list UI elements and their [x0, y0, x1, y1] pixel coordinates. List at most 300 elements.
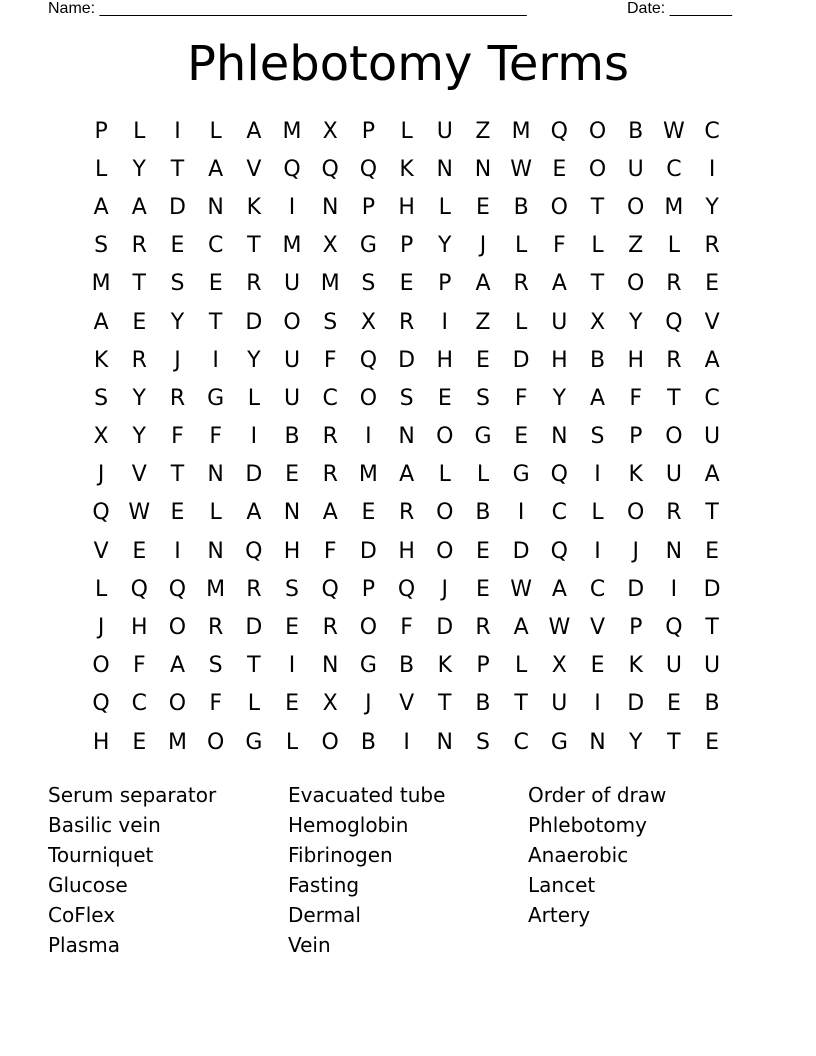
grid-letter: E [705, 729, 720, 755]
name-label: Name: ________________________________________________ [48, 0, 527, 17]
grid-letter: M [91, 271, 111, 297]
grid-letter: T [590, 194, 605, 220]
grid-letter: D [359, 538, 377, 564]
word-list [48, 780, 768, 960]
grid-letter: E [437, 385, 452, 411]
grid-letter: V [131, 462, 147, 488]
grid-letter: H [436, 347, 454, 373]
word-list-item: Vein [288, 933, 331, 957]
grid-letter: E [285, 615, 299, 641]
grid-letter: R [666, 271, 682, 297]
grid-letter: G [207, 385, 225, 411]
grid-letter: R [169, 385, 186, 411]
grid-letter: Q [168, 576, 187, 602]
grid-letter: M [206, 576, 226, 602]
grid-letter: L [94, 576, 108, 602]
grid-letter: Z [475, 309, 491, 335]
grid-letter: C [589, 576, 606, 602]
grid-letter: D [436, 615, 454, 641]
grid-letter: O [168, 615, 187, 641]
grid-letter: K [628, 462, 643, 488]
grid-letter: E [399, 271, 414, 297]
grid-letter: F [629, 385, 643, 411]
grid-letter: N [321, 653, 339, 679]
grid-letter: L [515, 309, 528, 335]
grid-letter: G [359, 233, 377, 259]
grid-letter: D [168, 194, 186, 220]
grid-letter: A [208, 156, 224, 182]
grid-letter: L [133, 118, 146, 144]
grid-letter: E [132, 538, 147, 564]
grid-letter: T [170, 156, 185, 182]
grid-letter: I [288, 194, 296, 220]
grid-letter: T [590, 271, 605, 297]
grid-letter: K [93, 347, 109, 373]
grid-letter: R [704, 233, 720, 259]
grid-letter: R [131, 347, 147, 373]
grid-letter: H [131, 615, 148, 641]
page-title: Phlebotomy Terms [186, 36, 630, 92]
grid-letter: E [476, 538, 490, 564]
grid-letter: R [398, 500, 415, 526]
grid-letter: Z [628, 233, 644, 259]
grid-letter: S [94, 385, 109, 411]
grid-letter: A [704, 347, 720, 373]
grid-letter: N [474, 156, 492, 182]
grid-letter: R [322, 462, 338, 488]
grid-letter: E [132, 309, 147, 335]
grid-letter: D [627, 691, 645, 717]
grid-letter: W [663, 118, 685, 144]
grid-letter: J [479, 233, 487, 259]
grid-letter: U [551, 309, 568, 335]
grid-letter: B [475, 500, 491, 526]
grid-letter: A [475, 271, 491, 297]
grid-letter: D [245, 309, 263, 335]
grid-letter: K [628, 653, 643, 679]
grid-letter: C [513, 729, 529, 755]
grid-letter: O [359, 615, 378, 641]
grid-letter: N [398, 424, 415, 450]
grid-letter: R [246, 576, 262, 602]
grid-letter: L [667, 233, 681, 259]
grid-letter: T [705, 615, 719, 641]
grid-letter: U [551, 691, 568, 717]
grid-letter: C [551, 500, 568, 526]
grid-letter: A [551, 576, 567, 602]
grid-letter: S [399, 385, 414, 411]
grid-letter: D [245, 615, 263, 641]
grid-letter: Y [628, 729, 643, 755]
grid-letter: U [665, 653, 682, 679]
grid-letter: S [361, 271, 376, 297]
grid-letter: N [436, 729, 454, 755]
grid-letter: F [323, 538, 337, 564]
grid-letter: Y [552, 385, 567, 411]
grid-letter: U [665, 462, 682, 488]
grid-letter: Q [359, 347, 378, 373]
word-list-item: Anaerobic [528, 843, 629, 867]
grid-letter: L [591, 500, 604, 526]
grid-letter: T [514, 691, 528, 717]
grid-letter: X [551, 653, 567, 679]
grid-letter: O [627, 194, 645, 220]
grid-letter: G [359, 653, 377, 679]
grid-letter: K [246, 194, 262, 220]
word-column [48, 780, 288, 960]
grid-letter: N [207, 194, 224, 220]
grid-letter: E [705, 538, 720, 564]
grid-letter: P [476, 653, 490, 679]
grid-letter: L [209, 500, 222, 526]
word-list-item: Phlebotomy [528, 813, 647, 837]
grid-letter: B [475, 691, 491, 717]
grid-letter: C [131, 691, 147, 717]
word-list-item: Plasma [48, 933, 121, 957]
grid-letter: X [322, 691, 338, 717]
grid-letter: Y [628, 309, 643, 335]
grid-letter: B [360, 729, 376, 755]
word-list-item: Tourniquet [48, 843, 154, 867]
word-list-item: Fasting [288, 873, 360, 897]
grid-letter: B [589, 347, 606, 373]
grid-letter: P [438, 271, 452, 297]
grid-letter: E [285, 462, 299, 488]
grid-letter: A [590, 385, 606, 411]
grid-letter: P [629, 615, 643, 641]
grid-letter: L [438, 194, 451, 220]
grid-letter: A [131, 194, 147, 220]
grid-letter: T [208, 309, 223, 335]
grid-letter: T [438, 691, 452, 717]
grid-letter: O [283, 309, 301, 335]
grid-letter: U [283, 271, 301, 297]
grid-letter: P [361, 118, 376, 144]
grid-letter: D [245, 462, 263, 488]
grid-letter: L [515, 233, 528, 259]
word-list-item: Fibrinogen [288, 843, 393, 867]
grid-letter: R [322, 615, 338, 641]
grid-letter: X [93, 424, 109, 450]
grid-letter: R [398, 309, 415, 335]
grid-letter: Y [132, 424, 146, 450]
word-list-item: Serum separator [48, 783, 217, 807]
grid-letter: I [288, 653, 296, 679]
grid-letter: C [704, 385, 720, 411]
grid-letter: S [590, 424, 605, 450]
grid-letter: F [323, 347, 337, 373]
grid-letter: D [703, 576, 721, 602]
grid-letter: Q [550, 462, 568, 488]
grid-letter: T [667, 385, 681, 411]
grid-letter: I [594, 691, 601, 717]
grid-letter: T [247, 233, 261, 259]
grid-letter: F [514, 385, 528, 411]
grid-letter: R [208, 615, 224, 641]
grid-letter: Q [92, 691, 110, 717]
grid-letter: A [322, 500, 338, 526]
grid-letter: R [322, 424, 338, 450]
grid-letter: S [475, 729, 490, 755]
grid-letter: T [667, 729, 681, 755]
grid-letter: O [359, 385, 378, 411]
grid-letter: P [361, 194, 376, 220]
grid-letter: E [552, 156, 567, 182]
grid-letter: I [174, 538, 181, 564]
grid-letter: R [131, 233, 147, 259]
grid-letter: F [132, 653, 146, 679]
grid-letter: N [436, 156, 454, 182]
grid-letter: X [322, 118, 338, 144]
grid-letter: T [705, 500, 719, 526]
grid-letter: O [92, 653, 110, 679]
grid-letter: Q [397, 576, 416, 602]
word-list-item: Basilic vein [48, 813, 161, 837]
grid-letter: C [322, 385, 338, 411]
grid-letter: A [704, 462, 720, 488]
grid-letter: E [476, 347, 490, 373]
word-list-item: Glucose [48, 873, 128, 897]
grid-letter: E [170, 233, 185, 259]
grid-letter: E [285, 691, 299, 717]
grid-letter: H [398, 538, 415, 564]
grid-letter: T [132, 271, 146, 297]
grid-letter: G [474, 424, 492, 450]
grid-letter: J [97, 462, 105, 488]
grid-letter: A [399, 462, 415, 488]
grid-letter: D [398, 347, 416, 373]
grid-letter: B [628, 118, 644, 144]
grid-letter: Q [321, 576, 339, 602]
word-list-item: Lancet [528, 873, 596, 897]
grid-letter: S [285, 576, 300, 602]
grid-letter: I [670, 576, 678, 602]
grid-letter: V [246, 156, 262, 182]
grid-letter: I [212, 347, 219, 373]
grid-letter: M [282, 118, 302, 144]
grid-letter: F [400, 615, 413, 641]
grid-letter: I [365, 424, 372, 450]
grid-letter: F [209, 424, 222, 450]
grid-letter: E [361, 500, 376, 526]
grid-letter: I [594, 538, 601, 564]
grid-letter: W [548, 615, 571, 641]
grid-letter: I [174, 118, 181, 144]
grid-letter: I [441, 309, 449, 335]
grid-letter: Q [283, 156, 301, 182]
grid-letter: A [93, 309, 109, 335]
grid-letter: E [132, 729, 147, 755]
word-list-item: Artery [528, 903, 591, 927]
grid-letter: S [94, 233, 109, 259]
grid-letter: D [512, 347, 530, 373]
grid-letter: E [170, 500, 185, 526]
grid-letter: R [666, 500, 682, 526]
grid-letter: B [513, 194, 529, 220]
grid-letter: X [589, 309, 606, 335]
grid-letter: Y [247, 347, 261, 373]
grid-letter: R [475, 615, 491, 641]
grid-letter: R [246, 271, 262, 297]
grid-letter: W [510, 156, 533, 182]
grid-letter: U [283, 385, 301, 411]
grid-letter: M [282, 233, 302, 259]
grid-letter: O [168, 691, 187, 717]
grid-letter: L [591, 233, 604, 259]
grid-letter: K [399, 156, 414, 182]
grid-letter: E [476, 576, 490, 602]
grid-letter: H [398, 194, 415, 220]
grid-letter: L [515, 653, 528, 679]
grid-letter: C [704, 118, 720, 144]
grid-letter: O [206, 729, 225, 755]
grid-letter: B [704, 691, 720, 717]
grid-letter: N [551, 424, 568, 450]
grid-letter: W [510, 576, 533, 602]
grid-letter: Y [438, 233, 452, 259]
grid-letter: I [594, 462, 601, 488]
word-list-item: Hemoglobin [288, 813, 409, 837]
grid-letter: S [170, 271, 185, 297]
word-list-item: CoFlex [48, 903, 116, 927]
grid-letter: H [283, 538, 301, 564]
grid-letter: O [627, 271, 645, 297]
date-label: Date: _______ [627, 0, 732, 17]
grid-letter: L [476, 462, 490, 488]
grid-letter: J [632, 538, 639, 564]
grid-letter: V [704, 309, 720, 335]
grid-letter: T [170, 462, 185, 488]
grid-letter: N [665, 538, 683, 564]
grid-letter: C [207, 233, 224, 259]
grid-letter: L [438, 462, 451, 488]
grid-letter: L [400, 118, 413, 144]
grid-letter: O [588, 156, 607, 182]
grid-letter: D [512, 538, 530, 564]
grid-letter: O [550, 194, 568, 220]
grid-letter: Z [475, 118, 491, 144]
word-list-item: Order of draw [528, 783, 667, 807]
grid-letter: Y [132, 385, 146, 411]
grid-letter: O [588, 118, 607, 144]
grid-letter: R [513, 271, 529, 297]
word-column [528, 780, 768, 960]
grid-letter: P [94, 118, 108, 144]
grid-letter: U [627, 156, 644, 182]
grid-letter: P [629, 424, 643, 450]
grid-letter: F [171, 424, 184, 450]
grid-letter: N [321, 194, 339, 220]
grid-letter: L [285, 729, 299, 755]
grid-letter: Q [665, 309, 683, 335]
grid-letter: O [665, 424, 683, 450]
grid-letter: J [174, 347, 181, 373]
grid-letter: E [208, 271, 223, 297]
grid-letter: G [245, 729, 263, 755]
grid-letter: V [399, 691, 415, 717]
grid-letter: A [513, 615, 529, 641]
grid-letter: U [704, 653, 721, 679]
grid-letter: Y [132, 156, 146, 182]
grid-letter: W [128, 500, 151, 526]
grid-letter: L [94, 156, 108, 182]
grid-letter: M [664, 194, 684, 220]
grid-letter: M [167, 729, 187, 755]
grid-letter: E [514, 424, 529, 450]
grid-letter: G [512, 462, 530, 488]
grid-letter: J [365, 691, 372, 717]
grid-letter: S [208, 653, 223, 679]
grid-letter: H [92, 729, 110, 755]
grid-letter: P [399, 233, 414, 259]
grid-letter: Q [550, 538, 568, 564]
grid-letter: B [284, 424, 300, 450]
grid-letter: J [97, 615, 105, 641]
grid-letter: A [551, 271, 567, 297]
grid-letter: X [322, 233, 338, 259]
grid-letter: O [627, 500, 645, 526]
grid-letter: X [360, 309, 376, 335]
grid-letter: N [207, 538, 224, 564]
grid-letter: E [476, 194, 490, 220]
grid-letter: O [436, 500, 454, 526]
grid-letter: U [283, 347, 301, 373]
grid-letter: N [207, 462, 224, 488]
grid-letter: I [250, 424, 258, 450]
grid-letter: A [169, 653, 185, 679]
grid-letter: N [283, 500, 301, 526]
grid-letter: Q [92, 500, 110, 526]
grid-letter: Q [245, 538, 263, 564]
grid-letter: A [246, 118, 262, 144]
grid-letter: Y [170, 309, 185, 335]
grid-letter: U [704, 424, 721, 450]
grid-letter: D [627, 576, 645, 602]
grid-letter: Q [359, 156, 378, 182]
grid-letter: E [590, 653, 605, 679]
grid-letter: O [321, 729, 339, 755]
grid-letter: S [475, 385, 490, 411]
grid-letter: I [708, 156, 716, 182]
grid-letter: B [399, 653, 415, 679]
grid-letter: E [666, 691, 681, 717]
grid-letter: F [553, 233, 566, 259]
grid-letter: A [246, 500, 262, 526]
grid-letter: Q [550, 118, 568, 144]
grid-letter: V [590, 615, 606, 641]
grid-letter: M [511, 118, 531, 144]
grid-letter: F [209, 691, 222, 717]
grid-letter: U [436, 118, 453, 144]
grid-letter: M [358, 462, 378, 488]
grid-letter: P [361, 576, 376, 602]
grid-letter: L [247, 691, 260, 717]
grid-letter: G [550, 729, 568, 755]
grid-letter: Q [321, 156, 339, 182]
grid-letter: H [627, 347, 644, 373]
grid-letter: S [323, 309, 338, 335]
grid-letter: M [320, 271, 340, 297]
grid-letter: R [666, 347, 682, 373]
word-list-item: Dermal [288, 903, 361, 927]
letter-grid [82, 112, 731, 761]
grid-letter: C [666, 156, 682, 182]
header [48, 0, 732, 20]
grid-letter: L [247, 385, 260, 411]
grid-letter: N [589, 729, 606, 755]
grid-letter: I [403, 729, 410, 755]
grid-letter: H [551, 347, 568, 373]
